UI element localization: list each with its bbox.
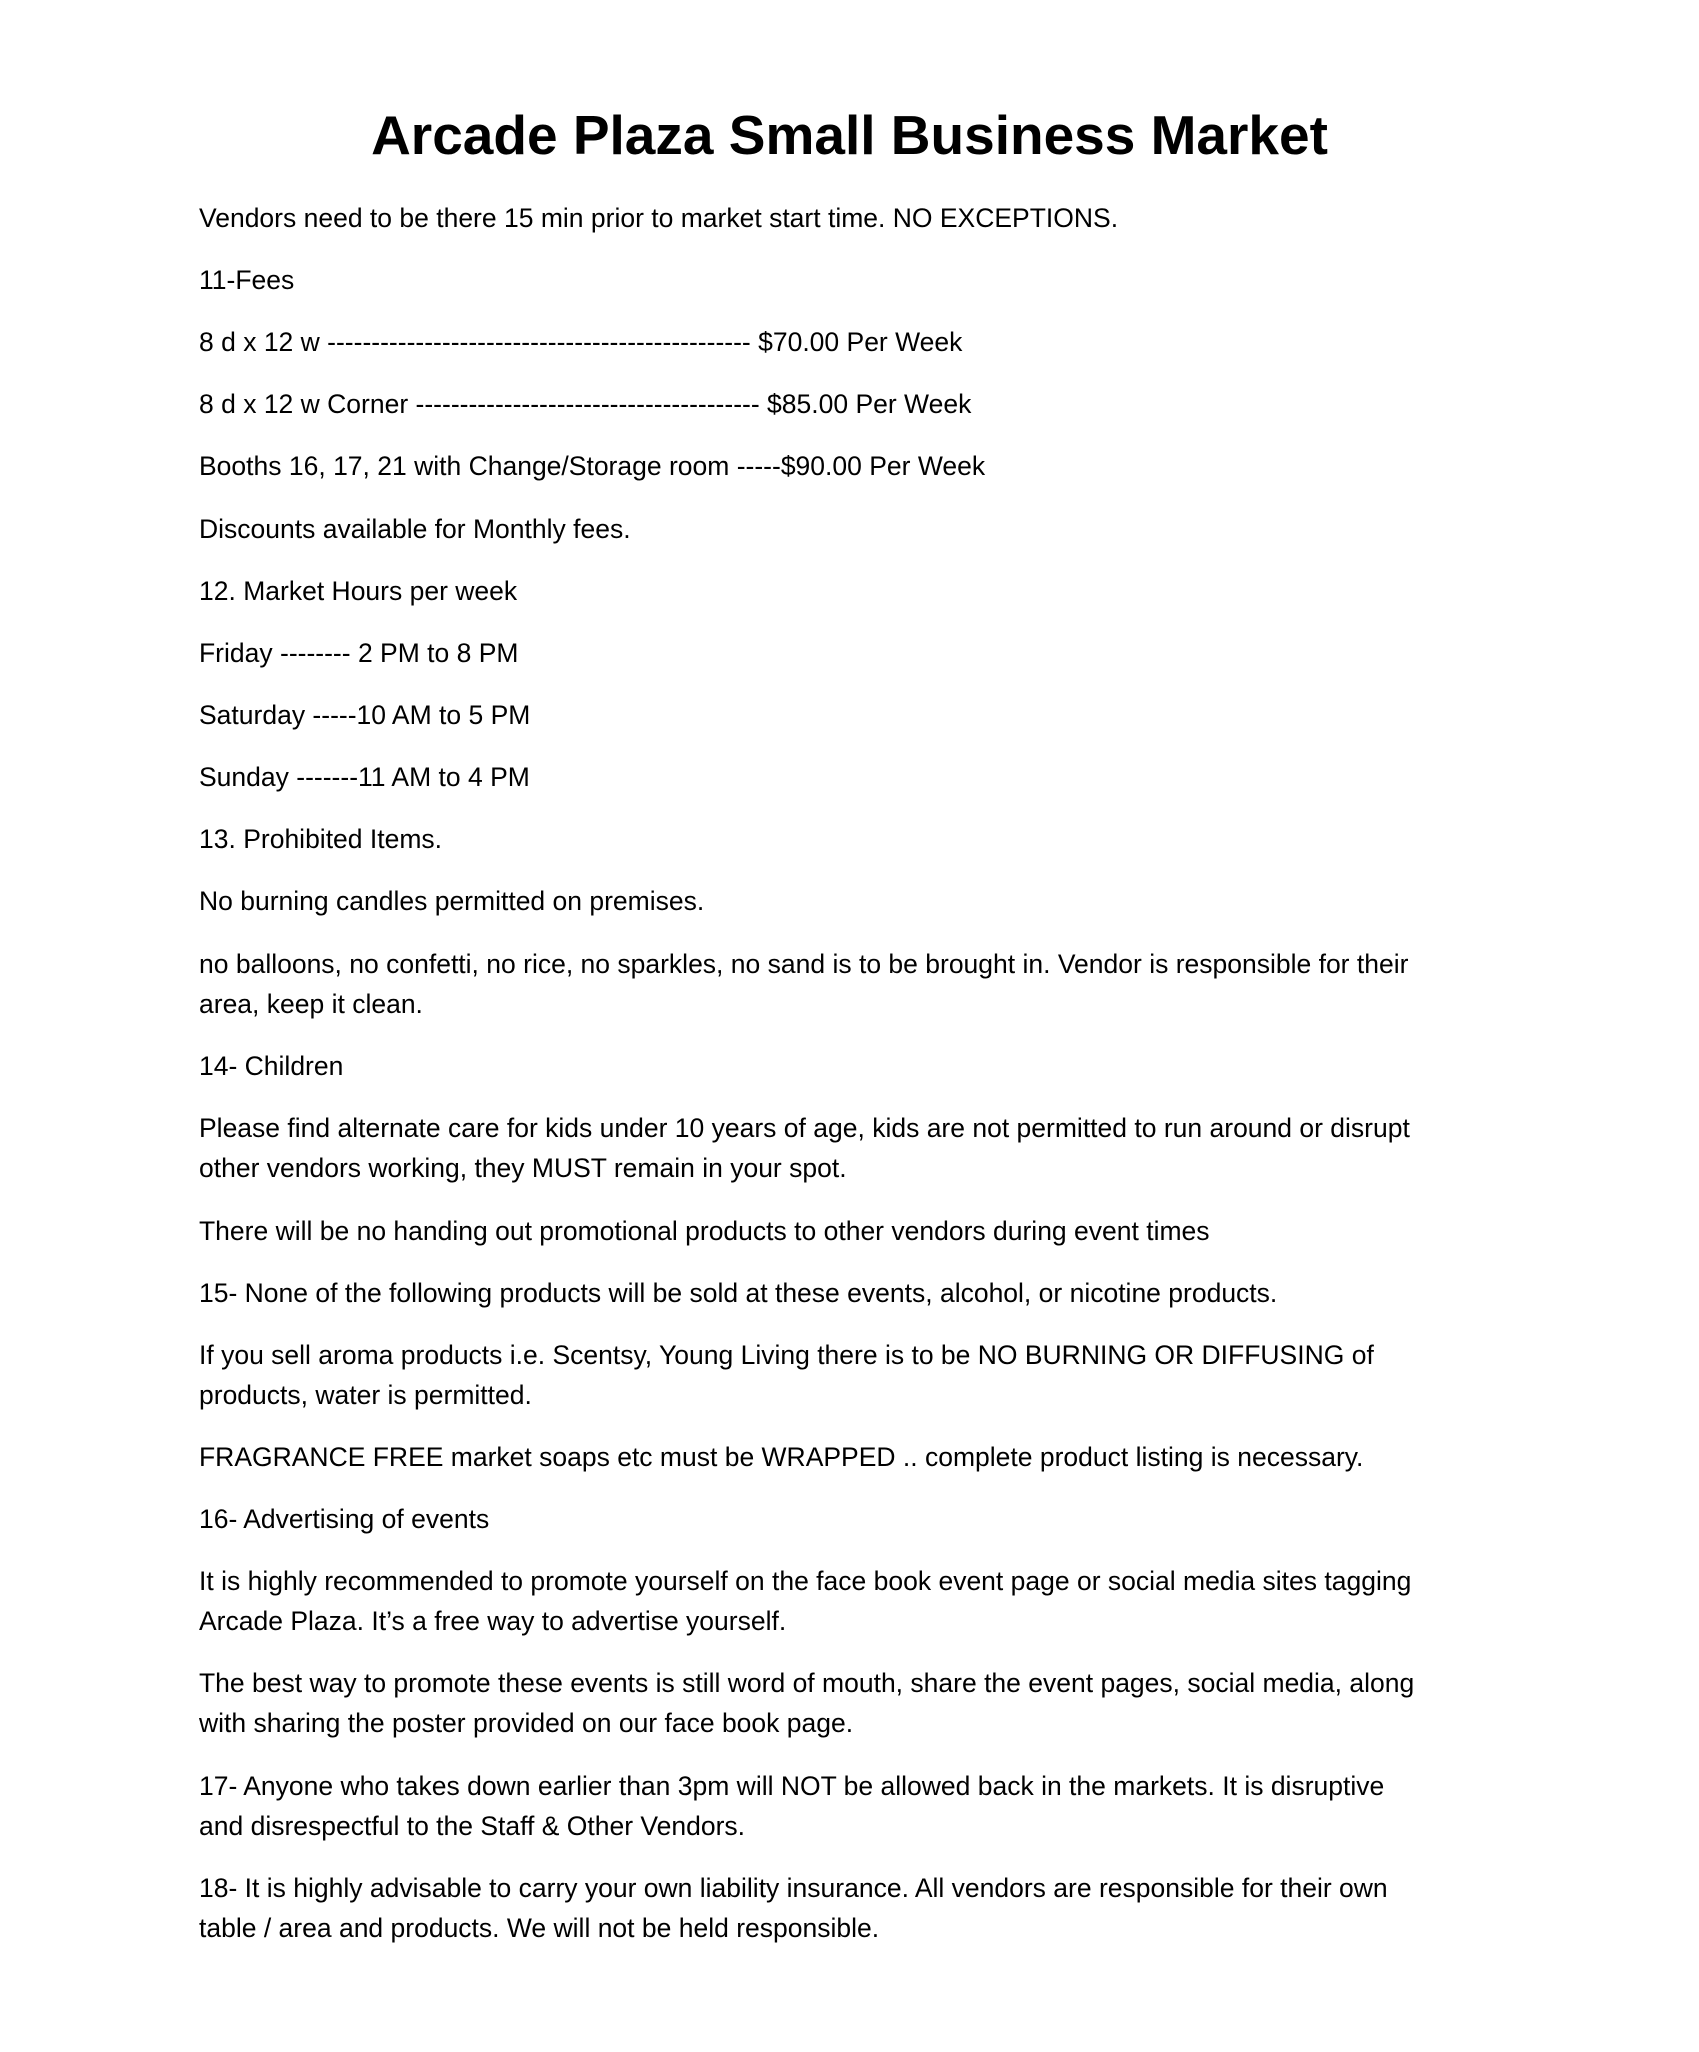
text-line: 12. Market Hours per week bbox=[199, 576, 518, 606]
text-line: 14- Children bbox=[199, 1051, 344, 1081]
text-line: Discounts available for Monthly fees. bbox=[199, 514, 631, 544]
text-line: Booths 16, 17, 21 with Change/Storage room -----$90.00 Per Week bbox=[199, 451, 986, 481]
text-line: No burning candles permitted on premises. bbox=[199, 886, 705, 916]
text-line: and disrespectful to the Staff & Other Vendors. bbox=[199, 1811, 746, 1841]
text-line: Vendors need to be there 15 min prior to market start time. NO EXCEPTIONS. bbox=[199, 203, 1119, 233]
text-line: products, water is permitted. bbox=[199, 1380, 532, 1410]
text-line: Saturday -----10 AM to 5 PM bbox=[199, 700, 531, 730]
text-line: no balloons, no confetti, no rice, no sparkles, no sand is to be brought in. Vendor is responsible for their bbox=[199, 949, 1409, 979]
text-line: Please find alternate care for kids under 10 years of age, kids are not permitted to run around or disrupt bbox=[199, 1113, 1410, 1143]
text-line: 17- Anyone who takes down earlier than 3pm will NOT be allowed back in the markets. It is disruptive bbox=[199, 1771, 1385, 1801]
text-line: 8 d x 12 w ------------------------------------------------ $70.00 Per Week bbox=[199, 327, 963, 357]
text-line: 15- None of the following products will be sold at these events, alcohol, or nicotine products. bbox=[199, 1278, 1278, 1308]
text-line: Sunday -------11 AM to 4 PM bbox=[199, 762, 530, 792]
text-line: If you sell aroma products i.e. Scentsy, Young Living there is to be NO BURNING OR DIFFUSING of bbox=[199, 1340, 1374, 1370]
text-line: table / area and products. We will not be held responsible. bbox=[199, 1913, 880, 1943]
text-line: Arcade Plaza. It’s a free way to advertise yourself. bbox=[199, 1606, 787, 1636]
document-title: Arcade Plaza Small Business Market bbox=[371, 104, 1328, 166]
text-line: area, keep it clean. bbox=[199, 989, 423, 1019]
text-line: 8 d x 12 w Corner --------------------------------------- $85.00 Per Week bbox=[199, 389, 972, 419]
text-line: 16- Advertising of events bbox=[199, 1504, 490, 1534]
text-line: Friday -------- 2 PM to 8 PM bbox=[199, 638, 519, 668]
text-line: There will be no handing out promotional products to other vendors during event times bbox=[199, 1216, 1210, 1246]
text-line: FRAGRANCE FREE market soaps etc must be WRAPPED .. complete product listing is necessary. bbox=[199, 1442, 1364, 1472]
text-line: 11-Fees bbox=[199, 265, 295, 295]
text-line: with sharing the poster provided on our face book page. bbox=[199, 1708, 854, 1738]
text-line: other vendors working, they MUST remain in your spot. bbox=[199, 1153, 847, 1183]
text-line: 13. Prohibited Items. bbox=[199, 824, 443, 854]
text-line: 18- It is highly advisable to carry your own liability insurance. All vendors are responsible for their own bbox=[199, 1873, 1388, 1903]
text-line: It is highly recommended to promote yourself on the face book event page or social media sites tagging bbox=[199, 1566, 1412, 1596]
text-line: The best way to promote these events is still word of mouth, share the event pages, social media, along bbox=[199, 1668, 1415, 1698]
